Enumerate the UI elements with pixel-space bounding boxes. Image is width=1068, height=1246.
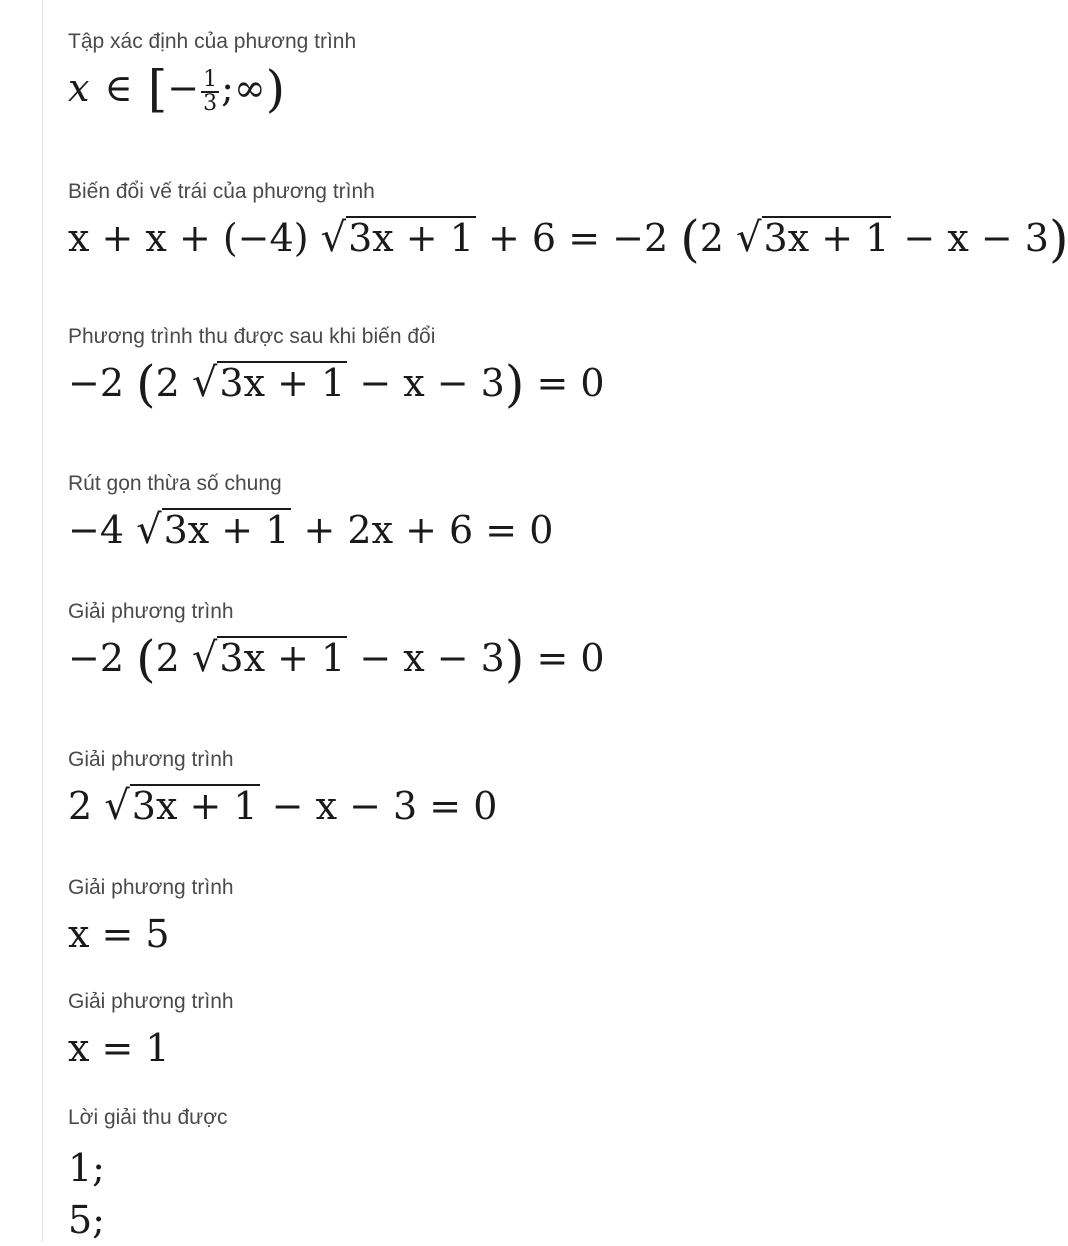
sqrt-icon: √: [191, 635, 218, 681]
step-transform-left: [68, 180, 1068, 268]
infinity-symbol: ∞: [233, 66, 266, 110]
step-solve-3: [68, 876, 234, 958]
sqrt: [736, 214, 891, 262]
result-item: 1;: [68, 1146, 105, 1190]
step-domain: [68, 30, 357, 118]
step-label: Phương trình thu được sau khi biến đổi: [68, 325, 436, 348]
sqrt-icon: √: [736, 215, 762, 261]
sqrt-argument: 3x + 1: [219, 636, 346, 680]
expression-part: = 0: [536, 636, 605, 680]
step-obtained-equation: [68, 325, 605, 413]
step-label: Giải phương trình: [68, 600, 234, 623]
sqrt-argument: 3x + 1: [763, 216, 890, 260]
sqrt-icon: √: [136, 507, 162, 553]
expression-part: −2: [68, 361, 125, 405]
expression-part: − x − 3: [359, 361, 505, 405]
sqrt-icon: √: [320, 215, 347, 261]
sqrt-argument: 3x + 1: [131, 784, 258, 828]
left-paren: (: [680, 210, 700, 268]
fraction-numerator: 1: [203, 66, 218, 92]
expression-part: = 0: [536, 361, 605, 405]
step-label: Biến đổi vế trái của phương trình: [68, 180, 375, 203]
solution-x5: [68, 910, 234, 958]
expression-part: x = 1: [68, 1026, 170, 1070]
right-paren: ): [504, 355, 525, 413]
sqrt: [192, 359, 347, 407]
expression-part: − x − 3 = 0: [271, 784, 498, 828]
step-label: Rút gọn thừa số chung: [68, 472, 282, 495]
step-label: Lời giải thu được: [68, 1106, 228, 1129]
transform-expression: [68, 210, 1068, 268]
coefficient: 2: [699, 216, 724, 260]
step-label: Giải phương trình: [68, 876, 234, 899]
sqrt-argument: 3x + 1: [219, 361, 346, 405]
fraction-denominator: 3: [203, 90, 218, 116]
right-paren: ): [1048, 210, 1068, 268]
separator: ;: [221, 66, 234, 110]
right-paren: ): [504, 630, 525, 688]
sqrt: [192, 634, 347, 682]
minus-sign: −: [167, 66, 200, 110]
obtained-expression: [68, 355, 605, 413]
left-divider: [42, 0, 43, 1242]
expression-part: −4: [68, 508, 125, 552]
solve-expression: [68, 630, 605, 688]
sqrt: [321, 214, 476, 262]
coefficient: 2: [155, 361, 180, 405]
step-common-factor: [68, 472, 553, 554]
step-label: Giải phương trình: [68, 748, 234, 771]
step-solve-1: [68, 600, 605, 688]
left-paren: (: [136, 355, 156, 413]
solution-x1: [68, 1024, 234, 1072]
expression-part: + 6 = −2: [488, 216, 669, 260]
sqrt: [136, 506, 291, 554]
expression-part: −2: [68, 636, 125, 680]
coefficient: 2: [155, 636, 180, 680]
expression-part: 2: [68, 784, 93, 828]
sqrt-icon: √: [191, 360, 218, 406]
left-bracket: [: [147, 60, 168, 118]
expression-part: + 2x + 6 = 0: [303, 508, 554, 552]
right-paren: ): [265, 60, 286, 118]
sqrt-icon: √: [104, 783, 130, 829]
fraction: [201, 66, 219, 116]
sqrt: [104, 782, 259, 830]
expression-part: − x − 3: [903, 216, 1049, 260]
step-label: Tập xác định của phương trình: [68, 30, 357, 53]
expression-part: x = 5: [68, 912, 170, 956]
expression-part: − x − 3: [359, 636, 505, 680]
sqrt-argument: 3x + 1: [348, 216, 474, 260]
result-item: 5;: [68, 1198, 105, 1242]
step-solve-2: [68, 748, 497, 830]
expression-part: x + x + (−4): [68, 216, 309, 260]
element-of-symbol: ∈: [104, 66, 133, 110]
sqrt-argument: 3x + 1: [163, 508, 290, 552]
step-label: Giải phương trình: [68, 990, 234, 1013]
domain-expression: [68, 60, 356, 118]
solve-expression: [68, 782, 497, 830]
step-solve-4: [68, 990, 234, 1072]
variable-x: x: [68, 66, 90, 110]
common-factor-expression: [68, 506, 553, 554]
left-paren: (: [136, 630, 156, 688]
step-final-solution: [68, 1106, 228, 1246]
